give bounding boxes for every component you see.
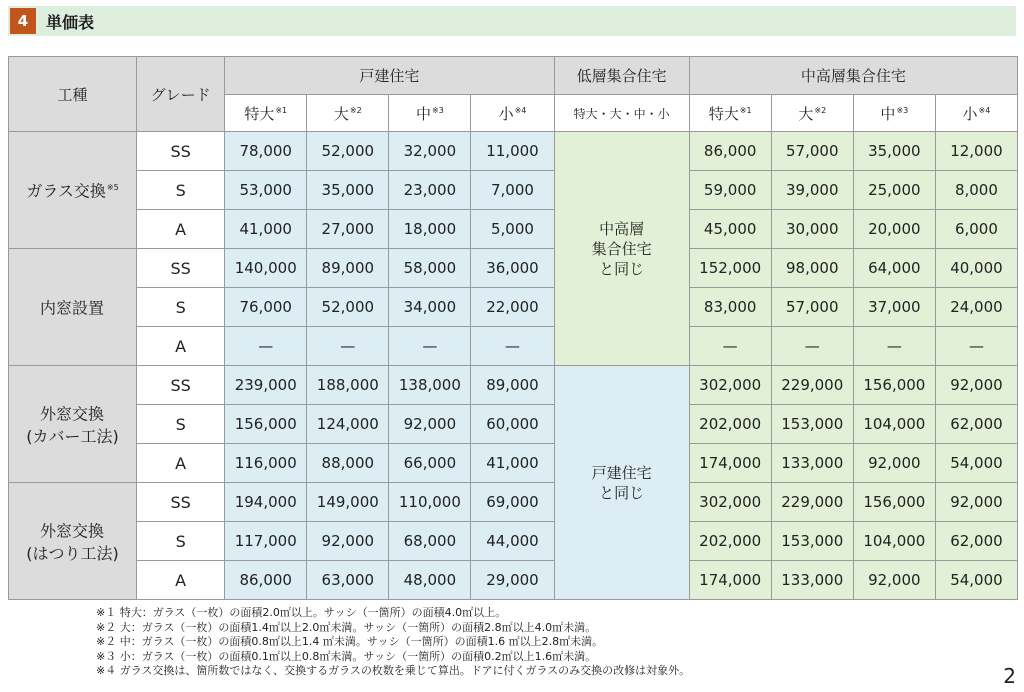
kodate-price-cell: 239,000 <box>225 366 307 405</box>
kodate-price-cell: 41,000 <box>471 444 554 483</box>
table-row <box>9 327 1018 366</box>
category-name: 内窓設置 <box>40 298 105 318</box>
kodate-price-cell: 11,000 <box>471 132 554 171</box>
kodate-price-cell: 69,000 <box>471 483 554 522</box>
teisou-note-line: 中高層 <box>599 219 645 238</box>
kodate-price-cell: 89,000 <box>471 366 554 405</box>
page-number: 2 <box>1003 664 1016 688</box>
table-row <box>9 132 1018 171</box>
chukou-price-cell: 174,000 <box>689 561 771 600</box>
kodate-price-cell: 63,000 <box>307 561 389 600</box>
kodate-price-cell: 188,000 <box>307 366 389 405</box>
category-name-line2: (はつり工法) <box>26 543 119 563</box>
grade-cell: SS <box>137 483 225 522</box>
category-cell <box>9 483 137 600</box>
teisou-note-cell <box>554 366 689 600</box>
chukou-price-cell: 62,000 <box>935 405 1017 444</box>
kodate-price-cell: 60,000 <box>471 405 554 444</box>
header-size-tokudai-2: 特大$^{※1}$ <box>689 95 771 132</box>
kodate-price-cell: 36,000 <box>471 249 554 288</box>
kodate-price-cell: 138,000 <box>389 366 471 405</box>
kodate-price-cell: 66,000 <box>389 444 471 483</box>
footnote: ※３ 小：ガラス（一枚）の面積0.1㎡以上0.8㎡未満。サッシ（一箇所）の面積0.2㎡以上1.6㎡未満。 <box>96 649 597 663</box>
teisou-note-line: 集合住宅 <box>591 239 652 258</box>
chukou-price-cell: 153,000 <box>771 522 853 561</box>
category-name: 外窓交換 <box>40 521 105 541</box>
category-cell <box>9 366 137 483</box>
chukou-price-cell: 229,000 <box>771 483 853 522</box>
header-chukou: 中高層集合住宅 <box>689 57 1017 95</box>
kodate-price-cell: 156,000 <box>225 405 307 444</box>
chukou-price-cell: 24,000 <box>935 288 1017 327</box>
chukou-price-cell: 92,000 <box>853 444 935 483</box>
chukou-price-cell: 133,000 <box>771 444 853 483</box>
kodate-price-cell: 86,000 <box>225 561 307 600</box>
kodate-price-cell: 92,000 <box>307 522 389 561</box>
category-mark: ※5 <box>106 183 119 193</box>
chukou-price-cell: 153,000 <box>771 405 853 444</box>
chukou-price-cell: — <box>853 327 935 366</box>
chukou-price-cell: — <box>771 327 853 366</box>
chukou-price-cell: 59,000 <box>689 171 771 210</box>
chukou-price-cell: 45,000 <box>689 210 771 249</box>
chukou-price-cell: 62,000 <box>935 522 1017 561</box>
chukou-price-cell: 133,000 <box>771 561 853 600</box>
category-name: 外窓交換 <box>40 404 105 424</box>
kodate-price-cell: 22,000 <box>471 288 554 327</box>
chukou-price-cell: 229,000 <box>771 366 853 405</box>
chukou-price-cell: 156,000 <box>853 366 935 405</box>
kodate-price-cell: 140,000 <box>225 249 307 288</box>
chukou-price-cell: 40,000 <box>935 249 1017 288</box>
kodate-price-cell: 194,000 <box>225 483 307 522</box>
kodate-price-cell: 116,000 <box>225 444 307 483</box>
table-row <box>9 171 1018 210</box>
chukou-price-cell: 83,000 <box>689 288 771 327</box>
table-row <box>9 561 1018 600</box>
chukou-price-cell: 174,000 <box>689 444 771 483</box>
kodate-price-cell: — <box>471 327 554 366</box>
footnote: ※１ 特大：ガラス（一枚）の面積2.0㎡以上。サッシ（一箇所）の面積4.0㎡以上。 <box>96 606 507 619</box>
kodate-price-cell: 41,000 <box>225 210 307 249</box>
chukou-price-cell: 57,000 <box>771 288 853 327</box>
grade-cell: SS <box>137 249 225 288</box>
kodate-price-cell: 7,000 <box>471 171 554 210</box>
chukou-price-cell: — <box>935 327 1017 366</box>
table-row <box>9 210 1018 249</box>
header-size-sho: 小$^{※4}$ <box>471 95 554 132</box>
footnotes <box>96 606 690 679</box>
chukou-price-cell: 8,000 <box>935 171 1017 210</box>
footnote: ※２ 中：ガラス（一枚）の面積0.8㎡以上1.4 ㎡未満。サッシ（一箇所）の面積1.6 ㎡以上2.8㎡未満。 <box>96 635 604 648</box>
chukou-price-cell: 54,000 <box>935 444 1017 483</box>
chukou-price-cell: 86,000 <box>689 132 771 171</box>
chukou-price-cell: 202,000 <box>689 405 771 444</box>
header-size-chu-2: 中$^{※3}$ <box>853 95 935 132</box>
kodate-price-cell: — <box>307 327 389 366</box>
table-row <box>9 249 1018 288</box>
chukou-price-cell: 54,000 <box>935 561 1017 600</box>
teisou-note-line: と同じ <box>599 483 645 502</box>
chukou-price-cell: 156,000 <box>853 483 935 522</box>
category-cell <box>9 249 137 366</box>
grade-cell: S <box>137 405 225 444</box>
grade-cell: S <box>137 522 225 561</box>
section-header <box>8 6 1016 36</box>
footnote: ※２ 大：ガラス（一枚）の面積1.4㎡以上2.0㎡未満。サッシ（一箇所）の面積2.8㎡以上4.0㎡未満。 <box>96 620 597 634</box>
chukou-price-cell: 98,000 <box>771 249 853 288</box>
unit-price-table <box>8 56 1018 600</box>
chukou-price-cell: 202,000 <box>689 522 771 561</box>
category-cell <box>9 132 137 249</box>
chukou-price-cell: 92,000 <box>935 483 1017 522</box>
kodate-price-cell: 76,000 <box>225 288 307 327</box>
header-size-tokudai: 特大$^{※1}$ <box>225 95 307 132</box>
section-title: 単価表 <box>46 12 95 32</box>
grade-cell: S <box>137 288 225 327</box>
chukou-price-cell: 302,000 <box>689 483 771 522</box>
kodate-price-cell: 48,000 <box>389 561 471 600</box>
section-number-badge: 4 <box>10 8 36 34</box>
table-row <box>9 366 1018 405</box>
chukou-price-cell: 12,000 <box>935 132 1017 171</box>
teisou-note-line: 戸建住宅 <box>591 463 652 482</box>
chukou-price-cell: 37,000 <box>853 288 935 327</box>
grade-cell: A <box>137 210 225 249</box>
header-teisou-sizes: 特大・大・中・小 <box>554 95 689 132</box>
header-koushu: 工種 <box>9 57 137 132</box>
kodate-price-cell: 110,000 <box>389 483 471 522</box>
header-size-chu: 中$^{※3}$ <box>389 95 471 132</box>
kodate-price-cell: 53,000 <box>225 171 307 210</box>
table-row <box>9 483 1018 522</box>
kodate-price-cell: 88,000 <box>307 444 389 483</box>
kodate-price-cell: 89,000 <box>307 249 389 288</box>
kodate-price-cell: 5,000 <box>471 210 554 249</box>
kodate-price-cell: 117,000 <box>225 522 307 561</box>
chukou-price-cell: 64,000 <box>853 249 935 288</box>
kodate-price-cell: 27,000 <box>307 210 389 249</box>
kodate-price-cell: 23,000 <box>389 171 471 210</box>
table-row <box>9 405 1018 444</box>
kodate-price-cell: 44,000 <box>471 522 554 561</box>
chukou-price-cell: 302,000 <box>689 366 771 405</box>
header-size-dai-2: 大$^{※2}$ <box>771 95 853 132</box>
kodate-price-cell: 29,000 <box>471 561 554 600</box>
header-teisou: 低層集合住宅 <box>554 57 689 95</box>
chukou-price-cell: 20,000 <box>853 210 935 249</box>
chukou-price-cell: 35,000 <box>853 132 935 171</box>
chukou-price-cell: 57,000 <box>771 132 853 171</box>
kodate-price-cell: 34,000 <box>389 288 471 327</box>
kodate-price-cell: 52,000 <box>307 288 389 327</box>
table-row <box>9 444 1018 483</box>
chukou-price-cell: 25,000 <box>853 171 935 210</box>
chukou-price-cell: 104,000 <box>853 522 935 561</box>
kodate-price-cell: 35,000 <box>307 171 389 210</box>
header-kodate: 戸建住宅 <box>225 57 554 95</box>
grade-cell: A <box>137 444 225 483</box>
chukou-price-cell: 30,000 <box>771 210 853 249</box>
chukou-price-cell: 92,000 <box>935 366 1017 405</box>
kodate-price-cell: 149,000 <box>307 483 389 522</box>
teisou-note-cell <box>554 132 689 366</box>
kodate-price-cell: — <box>389 327 471 366</box>
chukou-price-cell: — <box>689 327 771 366</box>
table-row <box>9 288 1018 327</box>
teisou-note-line: と同じ <box>599 259 645 278</box>
footnote: ※４ ガラス交換は、箇所数ではなく、交換するガラスの枚数を乗じて算出。ドアに付くガラスのみ交換の改修は対象外。 <box>96 664 691 677</box>
chukou-price-cell: 92,000 <box>853 561 935 600</box>
header-size-dai: 大$^{※2}$ <box>307 95 389 132</box>
category-name-line2: (カバー工法) <box>26 426 119 446</box>
table-row <box>9 522 1018 561</box>
kodate-price-cell: 32,000 <box>389 132 471 171</box>
header-grade: グレード <box>137 57 225 132</box>
kodate-price-cell: 78,000 <box>225 132 307 171</box>
grade-cell: SS <box>137 366 225 405</box>
kodate-price-cell: 52,000 <box>307 132 389 171</box>
kodate-price-cell: 124,000 <box>307 405 389 444</box>
category-name: ガラス交換 <box>26 181 106 201</box>
chukou-price-cell: 152,000 <box>689 249 771 288</box>
chukou-price-cell: 6,000 <box>935 210 1017 249</box>
kodate-price-cell: 68,000 <box>389 522 471 561</box>
grade-cell: SS <box>137 132 225 171</box>
kodate-price-cell: 92,000 <box>389 405 471 444</box>
grade-cell: A <box>137 327 225 366</box>
chukou-price-cell: 104,000 <box>853 405 935 444</box>
chukou-price-cell: 39,000 <box>771 171 853 210</box>
header-size-sho-2: 小$^{※4}$ <box>935 95 1017 132</box>
grade-cell: S <box>137 171 225 210</box>
grade-cell: A <box>137 561 225 600</box>
kodate-price-cell: 18,000 <box>389 210 471 249</box>
kodate-price-cell: 58,000 <box>389 249 471 288</box>
kodate-price-cell: — <box>225 327 307 366</box>
